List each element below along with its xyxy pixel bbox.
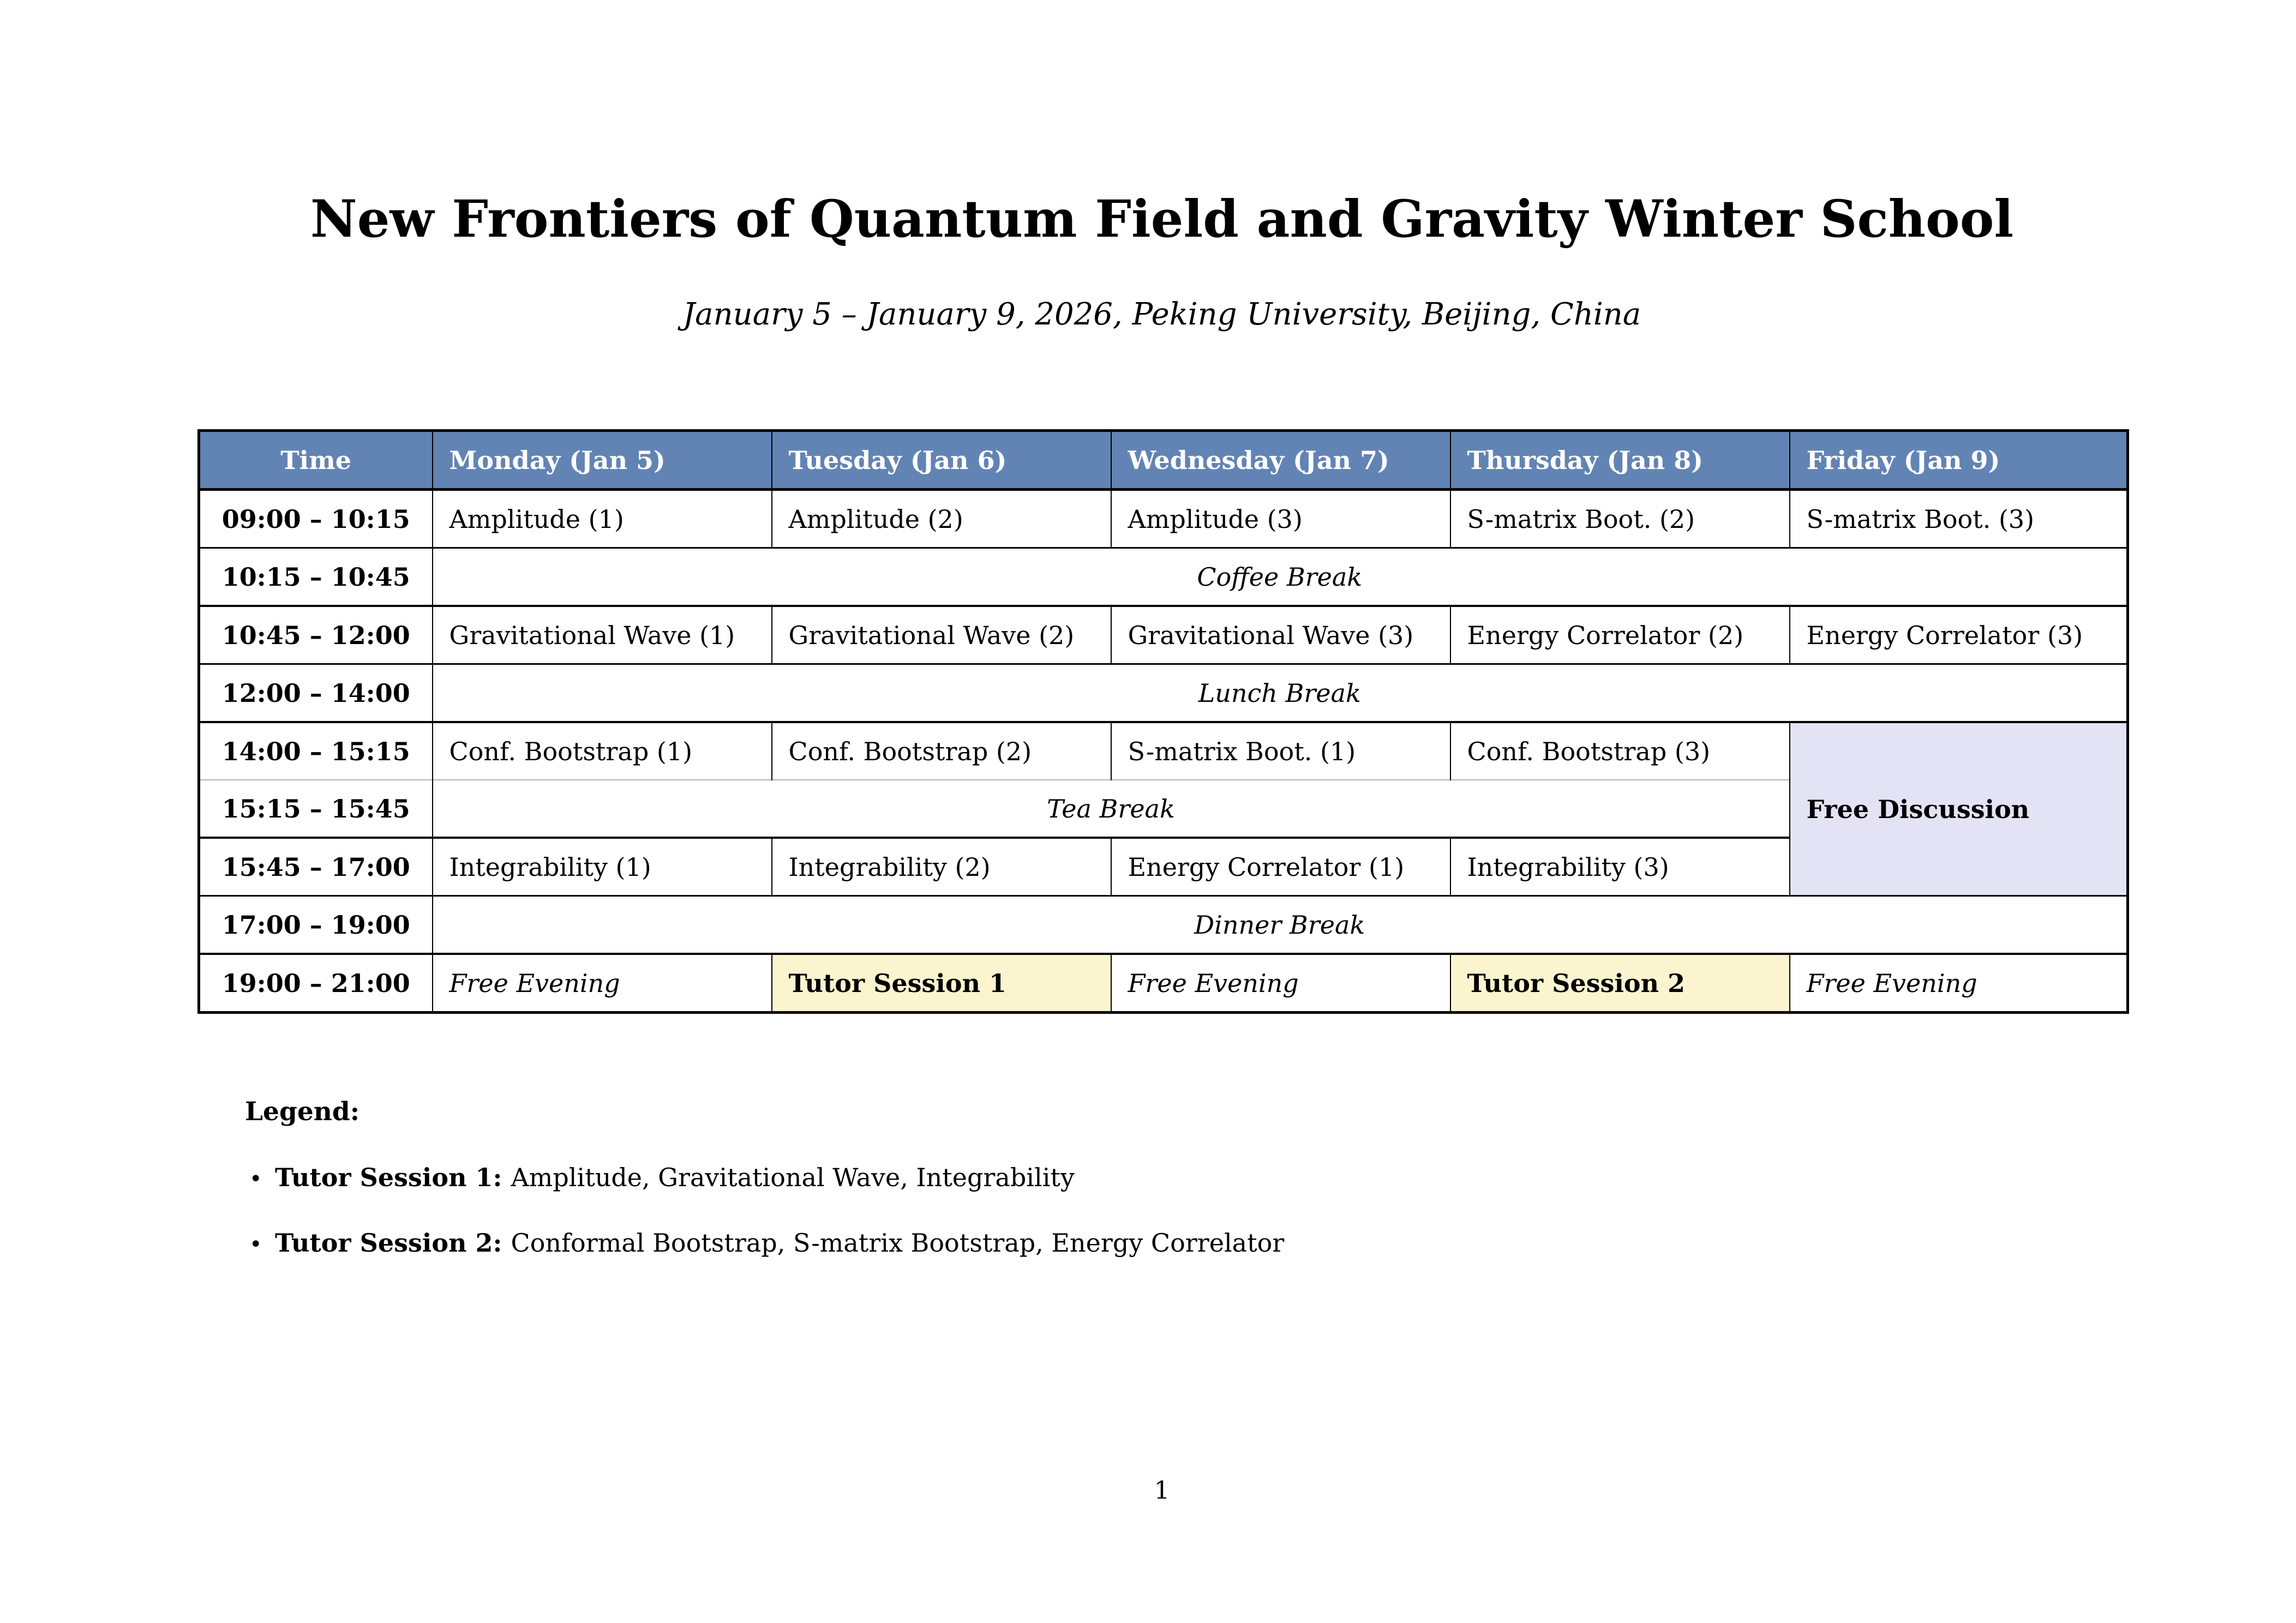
session-cell: Energy Correlator (2) [1450, 606, 1790, 664]
page-title: New Frontiers of Quantum Field and Gravity Winter School [310, 189, 2014, 249]
time-cell: 12:00 – 14:00 [199, 664, 433, 723]
time-cell: 10:15 – 10:45 [199, 548, 433, 606]
column-header-wednesday: Wednesday (Jan 7) [1111, 431, 1450, 490]
break-cell: Lunch Break [433, 664, 2128, 723]
column-header-thursday: Thursday (Jan 8) [1450, 431, 1790, 490]
tutor-session-2-cell: Tutor Session 2 [1450, 954, 1790, 1013]
session-cell: Conf. Bootstrap (2) [772, 722, 1111, 780]
legend-heading: Legend: [245, 1097, 360, 1127]
break-cell: Dinner Break [433, 896, 2128, 954]
session-cell: Conf. Bootstrap (1) [433, 722, 772, 780]
session-cell: Gravitational Wave (2) [772, 606, 1111, 664]
bullet-icon: • [249, 1167, 262, 1192]
session-cell: Integrability (2) [772, 838, 1111, 896]
free-evening-cell: Free Evening [433, 954, 772, 1013]
table-row [199, 722, 2128, 780]
column-header-tuesday: Tuesday (Jan 6) [772, 431, 1111, 490]
session-cell: Amplitude (1) [433, 490, 772, 548]
time-cell: 17:00 – 19:00 [199, 896, 433, 954]
session-cell: Gravitational Wave (3) [1111, 606, 1450, 664]
time-cell: 10:45 – 12:00 [199, 606, 433, 664]
table-row-break [199, 896, 2128, 954]
table-row-break [199, 664, 2128, 723]
session-cell: Integrability (3) [1450, 838, 1790, 896]
session-cell: Amplitude (2) [772, 490, 1111, 548]
free-evening-cell: Free Evening [1111, 954, 1450, 1013]
session-cell: S-matrix Boot. (2) [1450, 490, 1790, 548]
break-cell: Coffee Break [433, 548, 2128, 606]
legend [245, 1097, 2126, 1258]
legend-item-label: Tutor Session 1: [275, 1163, 502, 1193]
legend-item-text: Conformal Bootstrap, S-matrix Bootstrap, Energy Correlator [511, 1228, 1285, 1258]
legend-item-text: Amplitude, Gravitational Wave, Integrability [511, 1163, 1075, 1193]
table-row-break [199, 548, 2128, 606]
session-cell: Amplitude (3) [1111, 490, 1450, 548]
table-row [199, 954, 2128, 1013]
header-row [199, 431, 2128, 490]
page-subtitle: January 5 – January 9, 2026, Peking University, Beijing, China [682, 297, 1641, 333]
session-cell: Integrability (1) [433, 838, 772, 896]
session-cell: Conf. Bootstrap (3) [1450, 722, 1790, 780]
session-cell: Energy Correlator (3) [1790, 606, 2128, 664]
session-cell: S-matrix Boot. (1) [1111, 722, 1450, 780]
time-cell: 15:45 – 17:00 [199, 838, 433, 896]
column-header-monday: Monday (Jan 5) [433, 431, 772, 490]
session-cell: Energy Correlator (1) [1111, 838, 1450, 896]
time-cell: 14:00 – 15:15 [199, 722, 433, 780]
table-row [199, 490, 2128, 548]
tutor-session-1-cell: Tutor Session 1 [772, 954, 1111, 1013]
column-header-friday: Friday (Jan 9) [1790, 431, 2128, 490]
time-cell: 09:00 – 10:15 [199, 490, 433, 548]
list-item [245, 1163, 2126, 1192]
time-cell: 19:00 – 21:00 [199, 954, 433, 1013]
table-row [199, 606, 2128, 664]
page-content [197, 0, 2126, 1258]
free-discussion-cell: Free Discussion [1790, 722, 2128, 896]
free-evening-cell: Free Evening [1790, 954, 2128, 1013]
time-cell: 15:15 – 15:45 [199, 780, 433, 838]
session-cell: S-matrix Boot. (3) [1790, 490, 2128, 548]
session-cell: Gravitational Wave (1) [433, 606, 772, 664]
column-header-time: Time [199, 431, 433, 490]
legend-item-label: Tutor Session 2: [275, 1228, 502, 1258]
page-number: 1 [1154, 1476, 1170, 1505]
legend-items [245, 1163, 2126, 1258]
bullet-icon: • [249, 1232, 262, 1258]
schedule-table [197, 429, 2129, 1014]
break-cell: Tea Break [433, 780, 1790, 838]
list-item [245, 1228, 2126, 1258]
